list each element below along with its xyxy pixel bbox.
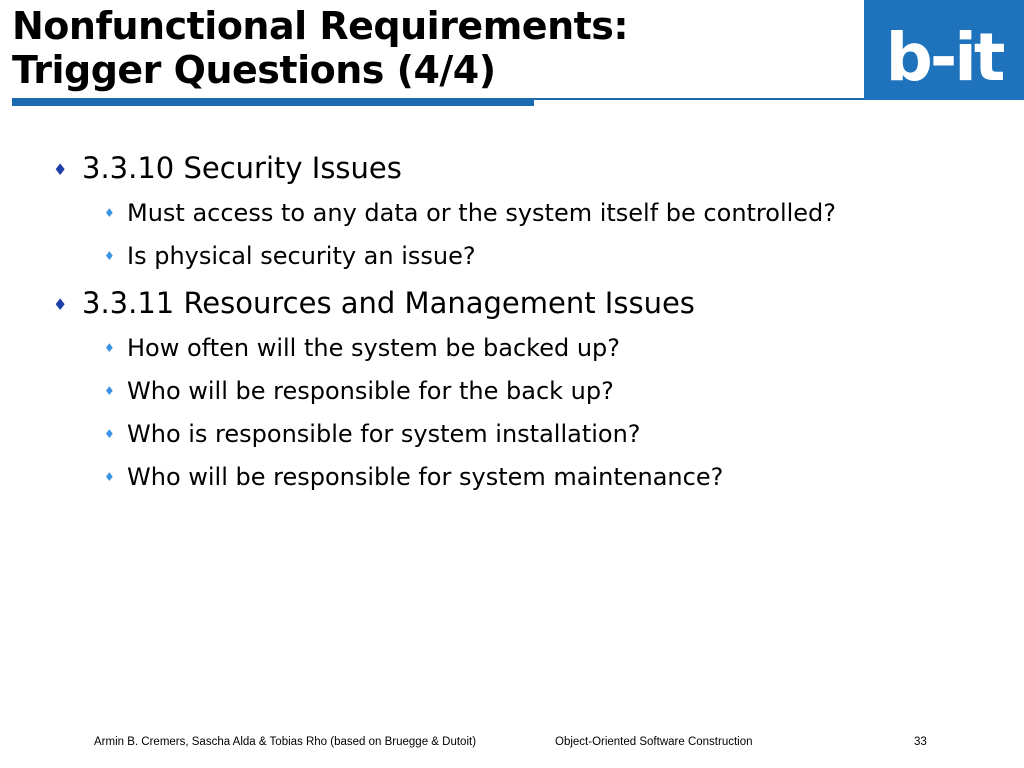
b-it-logo-graphic xyxy=(864,0,1024,100)
title-underline-thin xyxy=(534,98,864,100)
list-item: Must access to any data or the system itself be controlled? xyxy=(127,199,837,227)
list-item: Who will be responsible for system maintenance? xyxy=(127,463,724,491)
diamond-bullet-icon: ♦ xyxy=(53,160,68,179)
b-it-logo-text: b-it xyxy=(885,19,1003,96)
list-item: Who is responsible for system installation? xyxy=(127,420,641,448)
diamond-bullet-icon: ♦ xyxy=(104,384,115,398)
list-item: Is physical security an issue? xyxy=(127,242,476,270)
footer-course: Object-Oriented Software Construction xyxy=(555,736,753,748)
list-item: How often will the system be backed up? xyxy=(127,334,621,362)
slide-title-line-2: Trigger Questions (4/4) xyxy=(12,48,496,92)
diamond-bullet-icon: ♦ xyxy=(53,295,68,314)
b-it-logo xyxy=(864,0,1024,100)
title-underline-thick xyxy=(12,98,534,106)
slide-title xyxy=(12,4,628,92)
diamond-bullet-icon: ♦ xyxy=(104,470,115,484)
section-heading: 3.3.11 Resources and Management Issues xyxy=(82,286,695,320)
section-heading: 3.3.10 Security Issues xyxy=(82,151,402,185)
footer-authors: Armin B. Cremers, Sascha Alda & Tobias Rho (based on Bruegge & Dutoit) xyxy=(94,736,477,748)
diamond-bullet-icon: ♦ xyxy=(104,249,115,263)
diamond-bullet-icon: ♦ xyxy=(104,427,115,441)
diamond-bullet-icon: ♦ xyxy=(104,341,115,355)
list-item: Who will be responsible for the back up? xyxy=(127,377,614,405)
diamond-bullet-icon: ♦ xyxy=(104,206,115,220)
footer-page-number: 33 xyxy=(914,736,927,748)
slide-title-line-1: Nonfunctional Requirements: xyxy=(12,4,629,48)
